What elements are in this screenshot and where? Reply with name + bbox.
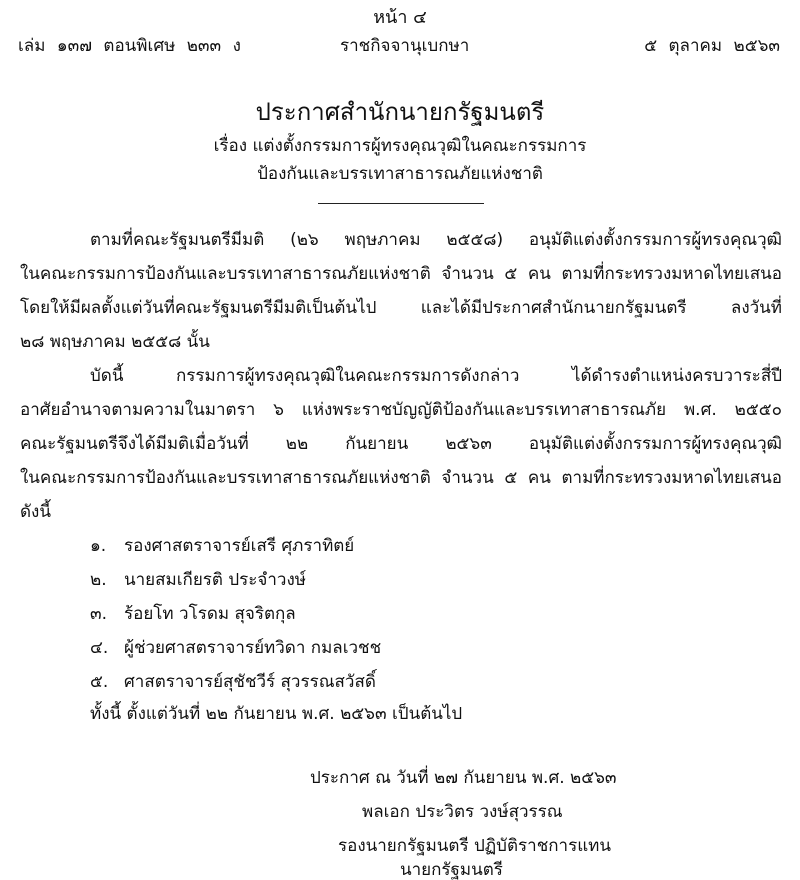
paragraph2-line2: อาศัยอำนาจตามความในมาตรา ๖ แห่งพระราชบัญญัติป้องกันและบรรเทาสาธารณภัย พ.ศ. ๒๕๕๐ [20,400,782,420]
member-name: ผู้ช่วยศาสตราจารย์ทวิดา กมลเวชช [124,638,382,658]
title-divider [318,203,484,204]
paragraph1-line3: โดยให้มีผลตั้งแต่วันที่คณะรัฐมนตรีมีมติเป็นต้นไป และได้มีประกาศสำนักนายกรัฐมนตรี ลงวันที่ [20,298,782,318]
publication-name: ราชกิจจานุเบกษา [340,36,470,56]
member-name: นายสมเกียรติ ประจำวงษ์ [124,570,306,590]
announcement-date: ประกาศ ณ วันที่ ๒๗ กันยายน พ.ศ. ๒๕๖๓ [310,768,617,788]
announcement-subject-line1: เรื่อง แต่งตั้งกรรมการผู้ทรงคุณวุฒิในคณะกรรมการ [213,136,587,156]
effective-date-text: ทั้งนี้ ตั้งแต่วันที่ ๒๒ กันยายน พ.ศ. ๒๕๖๓ เป็นต้นไป [90,704,463,724]
paragraph1-line1: ตามที่คณะรัฐมนตรีมีมติ (๒๖ พฤษภาคม ๒๕๕๘) อนุมัติแต่งตั้งกรรมการผู้ทรงคุณวุฒิ [90,230,782,250]
publication-date: ๕ ตุลาคม ๒๕๖๓ [644,36,780,56]
volume-info: เล่ม ๑๓๗ ตอนพิเศษ ๒๓๓ ง [18,36,241,56]
member-name: รองศาสตราจารย์เสรี ศุภราทิตย์ [124,536,355,556]
signer-position: รองนายกรัฐมนตรี ปฏิบัติราชการแทน [338,836,611,856]
member-item [90,600,296,627]
member-name: ร้อยโท วโรดม สุจริตกุล [124,604,296,624]
paragraph2-line1: บัดนี้ กรรมการผู้ทรงคุณวุฒิในคณะกรรมการดังกล่าว ได้ดำรงตำแหน่งครบวาระสี่ปี [90,366,782,386]
paragraph2-line3: คณะรัฐมนตรีจึงได้มีมติเมื่อวันที่ ๒๒ กันยายน ๒๕๖๓ อนุมัติแต่งตั้งกรรมการผู้ทรงคุณวุฒิ [20,434,782,454]
member-number: ๒. [90,570,107,590]
announcement-title: ประกาศสำนักนายกรัฐมนตรี [255,98,545,126]
member-item [90,566,306,593]
paragraph2-line4: ในคณะกรรมการป้องกันและบรรเทาสาธารณภัยแห่งชาติ จำนวน ๕ คน ตามที่กระทรวงมหาดไทยเสนอ [20,468,782,488]
member-number: ๕. [90,672,109,692]
page-number: หน้า ๔ [373,7,427,28]
paragraph2-line5: ดังนี้ [20,502,51,522]
paragraph1-line4: ๒๘ พฤษภาคม ๒๕๕๘ นั้น [20,332,210,352]
member-number: ๔. [90,638,109,658]
member-item [90,634,381,661]
member-number: ๑. [90,536,107,556]
member-number: ๓. [90,604,108,624]
paragraph1-line2: ในคณะกรรมการป้องกันและบรรเทาสาธารณภัยแห่งชาติ จำนวน ๕ คน ตามที่กระทรวงมหาดไทยเสนอ [20,264,782,284]
signer-name: พลเอก ประวิตร วงษ์สุวรรณ [362,802,563,822]
announcement-subject-line2: ป้องกันและบรรเทาสาธารณภัยแห่งชาติ [257,164,543,184]
member-item [90,532,354,559]
member-item [90,668,376,695]
member-name: ศาสตราจารย์สุชัชวีร์ สุวรรณสวัสดิ์ [124,672,376,692]
signer-on-behalf-of: นายกรัฐมนตรี [400,860,503,880]
